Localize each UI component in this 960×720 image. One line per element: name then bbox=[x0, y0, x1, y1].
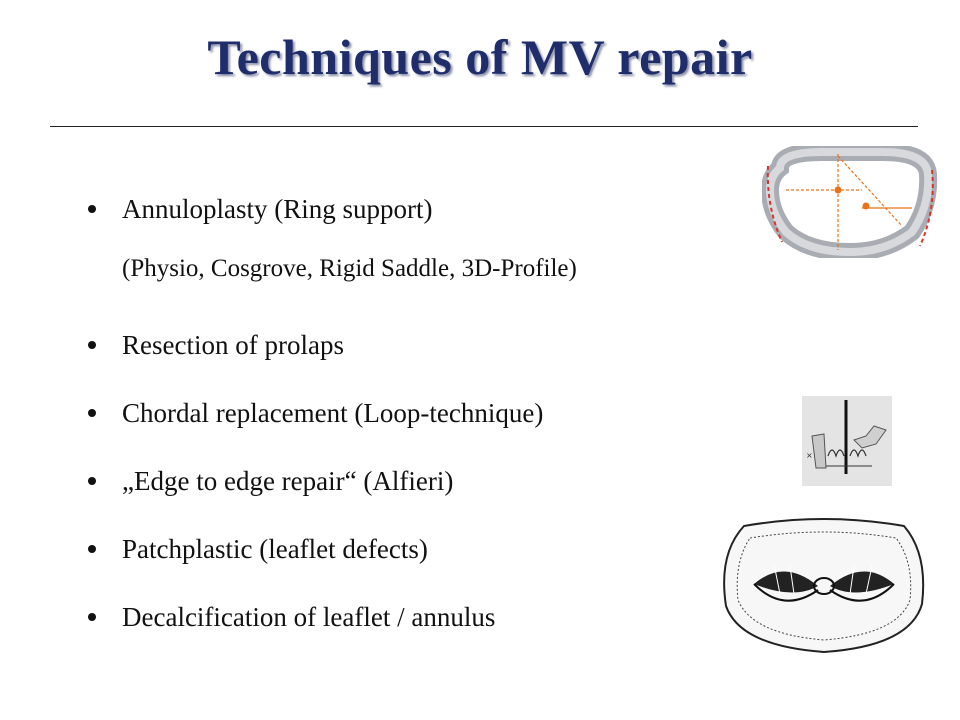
bullet-annuloplasty-subtext: (Physio, Cosgrove, Rigid Saddle, 3D-Profile) bbox=[122, 255, 577, 282]
bullet-dot bbox=[88, 409, 96, 417]
bullet-text: Chordal replacement (Loop-technique) bbox=[122, 398, 544, 428]
slide-title: Techniques of MV repair bbox=[207, 29, 753, 85]
edge-to-edge-valve-image bbox=[714, 514, 932, 658]
bullet-dot bbox=[88, 477, 96, 485]
svg-text:×: × bbox=[806, 451, 813, 460]
bullet-dot bbox=[88, 545, 96, 553]
bullet-text: Patchplastic (leaflet defects) bbox=[122, 534, 428, 564]
bullet-text: Annuloplasty (Ring support) bbox=[122, 194, 433, 224]
bullet-dot bbox=[88, 205, 96, 213]
bullet-dot bbox=[88, 341, 96, 349]
bullet-dot bbox=[88, 613, 96, 621]
title-divider bbox=[50, 126, 918, 127]
loop-technique-image bbox=[802, 396, 892, 486]
annuloplasty-ring-image bbox=[762, 146, 938, 258]
bullet-text: Resection of prolaps bbox=[122, 330, 344, 360]
bullet-text: „Edge to edge repair“ (Alfieri) bbox=[122, 466, 454, 496]
bullet-text: Decalcification of leaflet / annulus bbox=[122, 602, 496, 632]
